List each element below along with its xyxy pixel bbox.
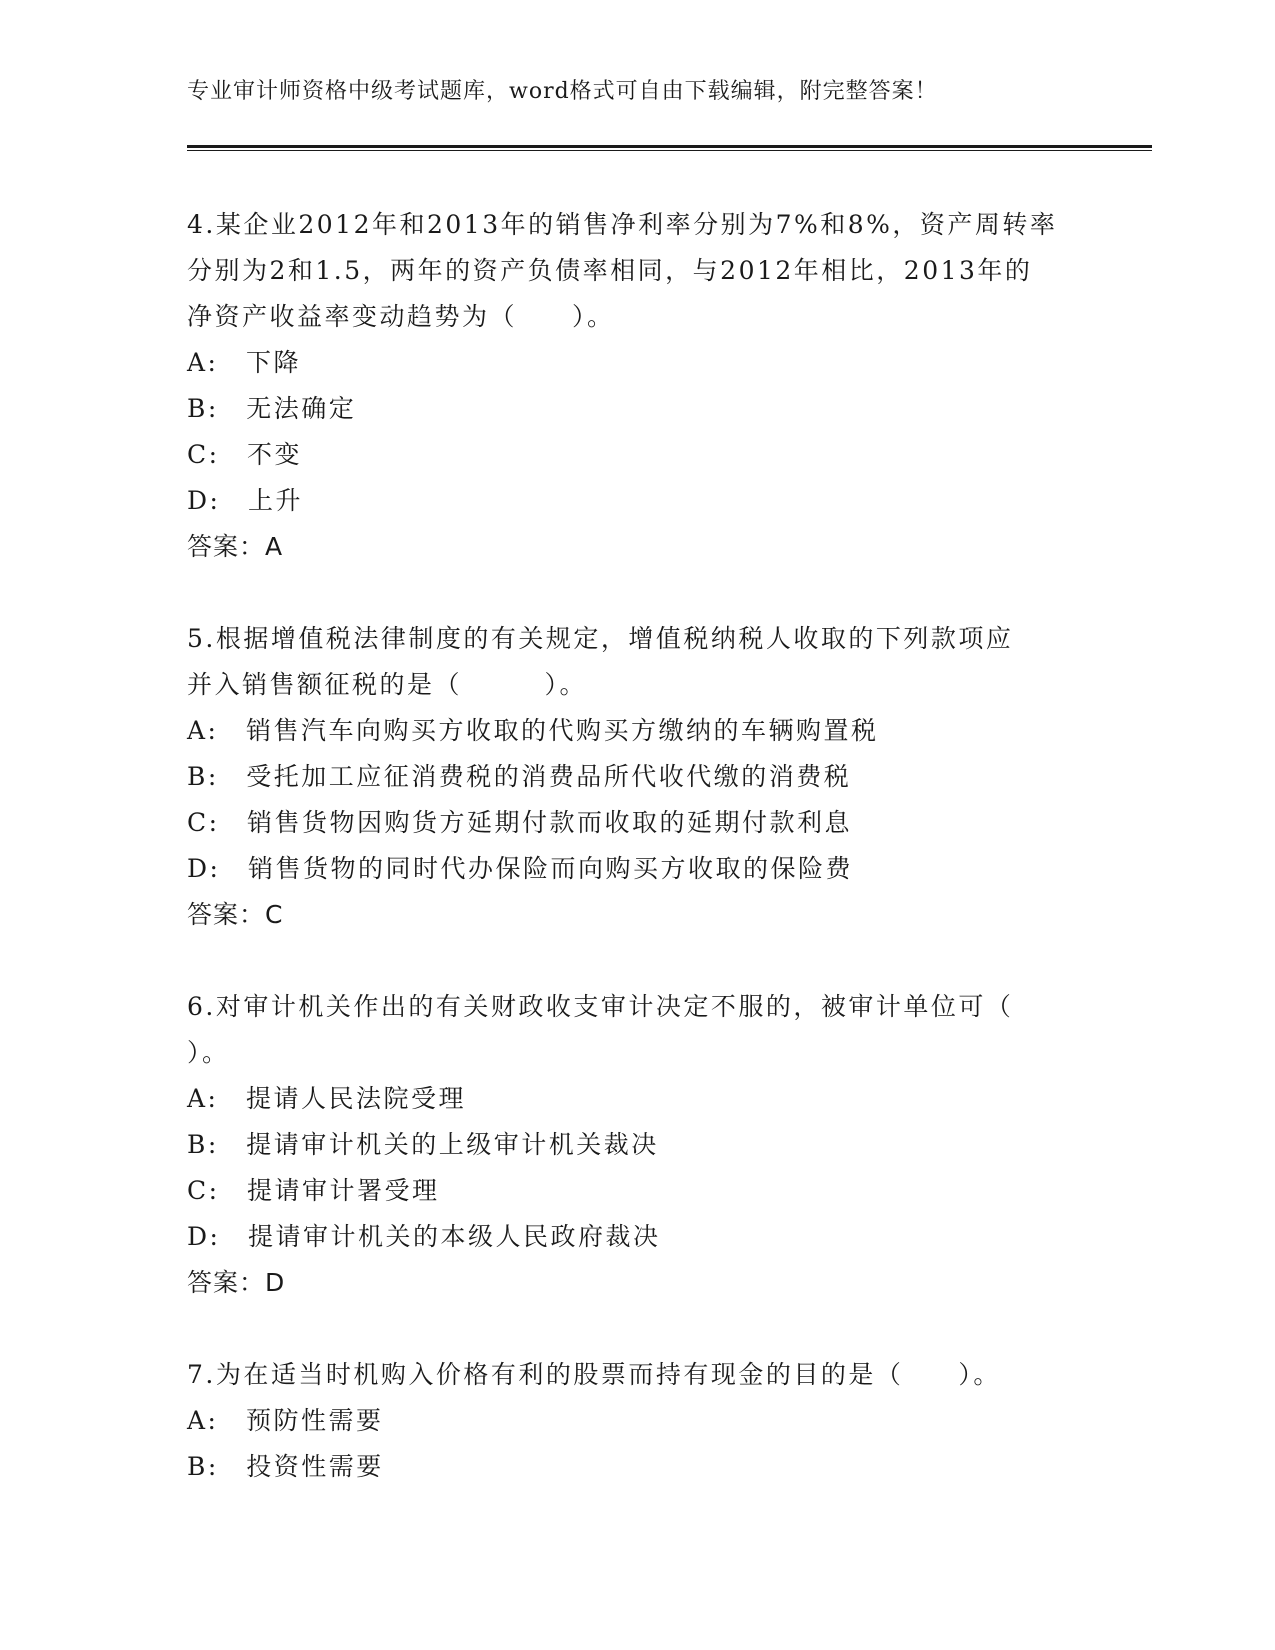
question-stem-line: 7.为在适当时机购入价格有利的股票而持有现金的目的是（ ）。 (187, 1360, 1001, 1389)
question-stem-line: 净资产收益率变动趋势为（ ）。 (187, 302, 615, 331)
option-a: A: 提请人民法院受理 (187, 1084, 466, 1113)
question-stem-line: 6.对审计机关作出的有关财政收支审计决定不服的，被审计单位可（ (187, 992, 1014, 1021)
option-b: B: 提请审计机关的上级审计机关裁决 (187, 1130, 659, 1159)
question-list (187, 202, 1087, 1536)
answer-line: 答案：A (187, 532, 284, 561)
question-6 (187, 984, 1087, 1306)
option-a: A: 下降 (187, 348, 301, 377)
question-4 (187, 202, 1087, 570)
answer-line: 答案：D (187, 1268, 286, 1297)
option-d: D: 提请审计机关的本级人民政府裁决 (187, 1222, 661, 1251)
page-header-text: 专业审计师资格中级考试题库，word格式可自由下载编辑，附完整答案！ (187, 79, 938, 104)
question-stem-line: 并入销售额征税的是（ ）。 (187, 670, 588, 699)
question-stem-line: 5.根据增值税法律制度的有关规定，增值税纳税人收取的下列款项应 (187, 624, 1014, 653)
option-a: A: 预防性需要 (187, 1406, 384, 1435)
option-d: D: 销售货物的同时代办保险而向购买方收取的保险费 (187, 854, 853, 883)
option-c: C: 销售货物因购货方延期付款而收取的延期付款利息 (187, 808, 853, 837)
answer-line: 答案：C (187, 900, 284, 929)
option-d: D: 上升 (187, 486, 303, 515)
question-stem-line: ）。 (187, 1038, 230, 1067)
option-c: C: 不变 (187, 440, 303, 469)
question-5 (187, 616, 1087, 938)
option-c: C: 提请审计署受理 (187, 1176, 440, 1205)
option-b: B: 无法确定 (187, 394, 357, 423)
option-b: B: 受托加工应征消费税的消费品所代收代缴的消费税 (187, 762, 852, 791)
question-stem-line: 分别为2和1.5，两年的资产负债率相同，与2012年相比，2013年的 (187, 256, 1033, 285)
question-7 (187, 1352, 1087, 1490)
header-divider-thin (187, 150, 1152, 151)
header-divider (187, 145, 1152, 148)
option-a: A: 销售汽车向购买方收取的代购买方缴纳的车辆购置税 (187, 716, 879, 745)
question-stem-line: 4.某企业2012年和2013年的销售净利率分别为7%和8%，资产周转率 (187, 210, 1058, 239)
option-b: B: 投资性需要 (187, 1452, 384, 1481)
